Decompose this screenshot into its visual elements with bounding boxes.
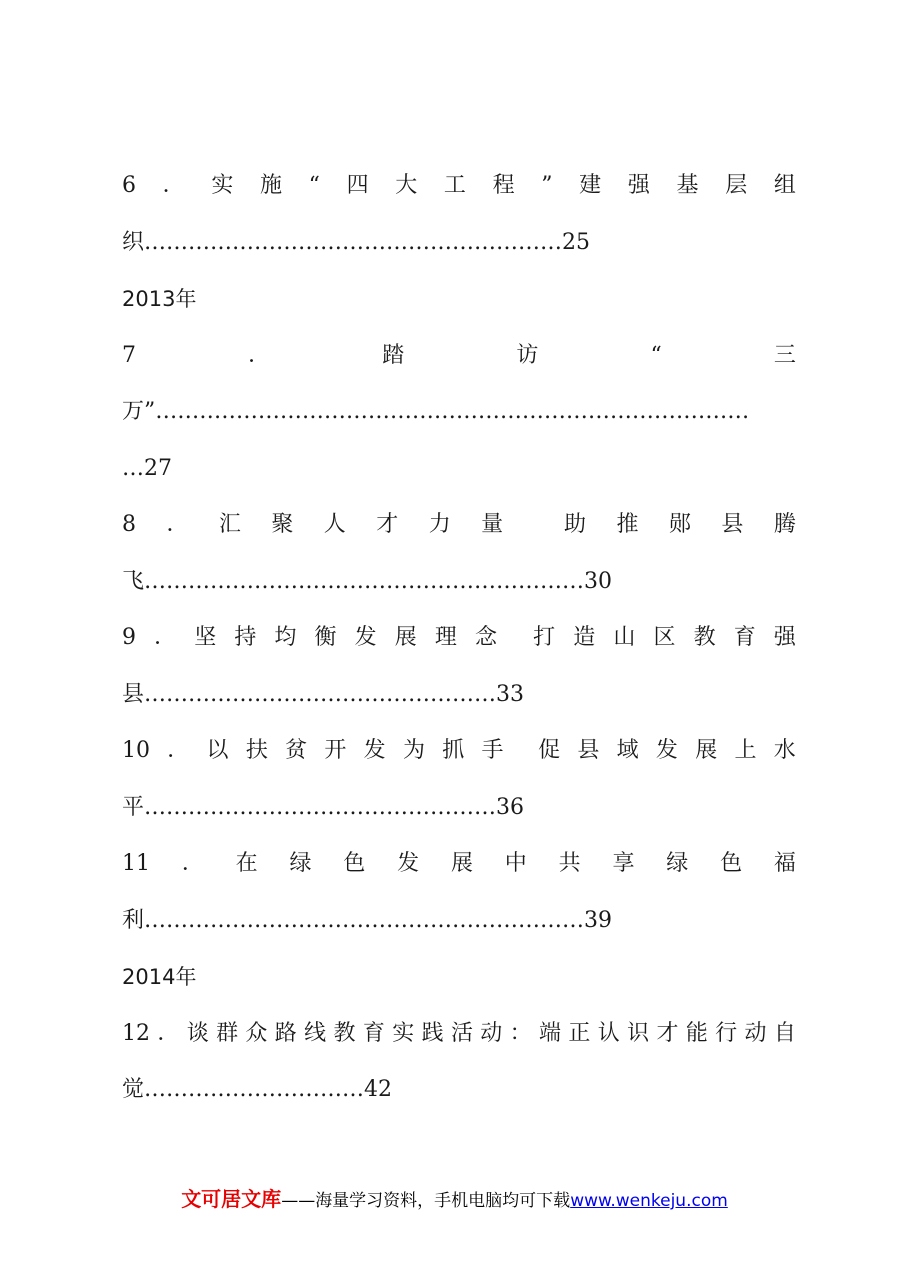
table-of-contents xyxy=(122,168,796,1129)
toc-year-heading: 2014年 xyxy=(122,965,197,989)
toc-entry-title[interactable] xyxy=(122,338,796,395)
toc-title-char: 发 xyxy=(363,738,386,763)
toc-title-char: 色 xyxy=(720,851,743,876)
toc-title-char: ． xyxy=(181,851,204,876)
toc-entry-title[interactable] xyxy=(122,1016,796,1073)
toc-title-char: 12 xyxy=(122,1020,150,1046)
toc-dot-leader: ………………………………………… xyxy=(144,794,497,820)
toc-title-end: 织 xyxy=(122,229,145,255)
toc-entry-continuation[interactable] xyxy=(122,394,796,451)
toc-title-char: 山 xyxy=(613,625,636,650)
toc-title-char: 理 xyxy=(434,625,457,650)
toc-title-char: 为 xyxy=(402,738,425,763)
toc-title-char: 谈 xyxy=(186,1020,209,1046)
toc-title-char: 群 xyxy=(216,1020,239,1046)
toc-title-char: 衡 xyxy=(314,625,337,650)
toc-title-char: 施 xyxy=(260,173,283,198)
toc-title-char: 共 xyxy=(558,851,581,876)
toc-title-char: 聚 xyxy=(271,512,294,537)
toc-title-char: 才 xyxy=(376,512,399,537)
toc-entry-continuation[interactable] xyxy=(122,225,796,282)
toc-title-char: 腾 xyxy=(773,512,796,537)
toc-title-char: 发 xyxy=(354,625,377,650)
toc-entry-title[interactable] xyxy=(122,846,796,903)
toc-title-char: 认 xyxy=(597,1020,620,1046)
toc-title-char: 打 xyxy=(533,625,556,650)
toc-title-char: 贫 xyxy=(285,738,308,763)
toc-title-char: 持 xyxy=(234,625,257,650)
toc-title-char: 踏 xyxy=(382,342,405,368)
toc-title-char: 动 xyxy=(480,1020,503,1046)
toc-title-char: 众 xyxy=(245,1020,268,1046)
toc-page-number: 27 xyxy=(144,455,172,481)
footer-slogan: ——海量学习资料，手机电脑均可下载 xyxy=(281,1191,571,1211)
toc-title-char: 教 xyxy=(333,1020,356,1046)
toc-title-char: 育 xyxy=(733,625,756,650)
toc-title-char: 促 xyxy=(538,738,561,763)
toc-entry-continuation[interactable] xyxy=(122,903,796,960)
toc-entry-continuation[interactable] xyxy=(122,564,796,621)
toc-title-end: 县 xyxy=(122,681,145,707)
toc-title-char: 建 xyxy=(579,173,602,198)
toc-title-char: 访 xyxy=(516,342,539,368)
toc-title-char: 才 xyxy=(656,1020,679,1046)
footer xyxy=(0,1183,909,1212)
toc-dot-leader: …………………………………………………… xyxy=(144,568,585,594)
toc-title-char: 享 xyxy=(612,851,635,876)
footer-site-link[interactable]: www.wenkeju.com xyxy=(570,1191,728,1211)
toc-title-char: 发 xyxy=(397,851,420,876)
toc-title-char: 动 xyxy=(744,1020,767,1046)
toc-title-char: 正 xyxy=(568,1020,591,1046)
toc-title-char: ” xyxy=(541,173,553,198)
toc-title-char: 实 xyxy=(211,173,234,198)
toc-title-char: 10 xyxy=(122,738,150,763)
toc-title-char: 绿 xyxy=(666,851,689,876)
toc-title-char: “ xyxy=(308,173,320,198)
toc-title-char: 能 xyxy=(685,1020,708,1046)
toc-entry-continuation[interactable] xyxy=(122,790,796,847)
toc-title-char: 县 xyxy=(721,512,744,537)
toc-title-end: 平 xyxy=(122,794,145,820)
toc-title-char: “ xyxy=(650,342,662,368)
toc-title-char: 开 xyxy=(324,738,347,763)
toc-title-char: 程 xyxy=(492,173,515,198)
toc-entry-title[interactable] xyxy=(122,507,796,564)
toc-title-char: 造 xyxy=(573,625,596,650)
toc-title-char: 郧 xyxy=(668,512,691,537)
toc-title-char: 量 xyxy=(481,512,504,537)
toc-dot-leader: ………………………………………… xyxy=(144,681,497,707)
toc-page-number: 25 xyxy=(562,229,591,255)
toc-title-char: 绿 xyxy=(289,851,312,876)
toc-title-char: 发 xyxy=(655,738,678,763)
toc-title-char: 活 xyxy=(450,1020,473,1046)
toc-title-char: ． xyxy=(157,1020,180,1046)
toc-title-char: ． xyxy=(248,342,271,368)
toc-title-char: ． xyxy=(154,625,177,650)
toc-title-char: 强 xyxy=(773,625,796,650)
toc-title-char: 展 xyxy=(394,625,417,650)
toc-title-char: 区 xyxy=(653,625,676,650)
toc-title-char: 践 xyxy=(421,1020,444,1046)
toc-title-char: 中 xyxy=(504,851,527,876)
toc-title-char: 育 xyxy=(362,1020,385,1046)
toc-title-char: 三 xyxy=(773,342,796,368)
toc-title-char: 域 xyxy=(616,738,639,763)
toc-title-char: 工 xyxy=(443,173,466,198)
toc-title-char: 力 xyxy=(428,512,451,537)
toc-title-char: 教 xyxy=(693,625,716,650)
toc-title-char: 识 xyxy=(627,1020,650,1046)
toc-title-char: 大 xyxy=(395,173,418,198)
toc-entry-wrap[interactable] xyxy=(122,451,796,508)
toc-title-char: 层 xyxy=(725,173,748,198)
footer-brand: 文可居文库 xyxy=(181,1187,282,1211)
toc-title-end: 万” xyxy=(122,399,156,424)
toc-title-char: 坚 xyxy=(194,625,217,650)
toc-title-char: 端 xyxy=(539,1020,562,1046)
toc-entry-title[interactable] xyxy=(122,168,796,225)
toc-title-char: 基 xyxy=(676,173,699,198)
toc-title-char: 8 xyxy=(122,512,136,537)
toc-title-char: 9 xyxy=(122,625,136,650)
toc-entry-title[interactable] xyxy=(122,733,796,790)
toc-dot-leader: ………………………………………………… xyxy=(144,229,563,255)
toc-title-end: 利 xyxy=(122,907,145,933)
toc-title-char: 念 xyxy=(474,625,497,650)
toc-entry-continuation[interactable] xyxy=(122,677,796,734)
toc-dot-leader: ………………………… xyxy=(144,1077,365,1102)
toc-page-number: 33 xyxy=(496,681,525,707)
toc-year-heading: 2013年 xyxy=(122,287,197,311)
toc-dot-leader: … xyxy=(122,455,144,481)
toc-dot-leader: ……………………………………………………………………… xyxy=(155,399,750,424)
toc-title-char: 组 xyxy=(773,173,796,198)
toc-title-char: ． xyxy=(162,173,185,198)
toc-title-char: 人 xyxy=(323,512,346,537)
toc-title-char: 展 xyxy=(695,738,718,763)
toc-title-char: 在 xyxy=(235,851,258,876)
toc-page-number: 39 xyxy=(584,907,613,933)
toc-title-char: 推 xyxy=(616,512,639,537)
toc-title-char: 6 xyxy=(122,173,136,198)
toc-title-char: ． xyxy=(166,512,189,537)
toc-title-char: ． xyxy=(167,738,190,763)
toc-title-char: 7 xyxy=(122,342,136,368)
toc-title-char: 福 xyxy=(773,851,796,876)
toc-title-char: 路 xyxy=(274,1020,297,1046)
toc-title-end: 觉 xyxy=(122,1077,145,1102)
toc-title-char: 行 xyxy=(715,1020,738,1046)
toc-title-char: 自 xyxy=(773,1020,796,1046)
toc-page-number: 42 xyxy=(364,1077,393,1102)
toc-entry-continuation[interactable] xyxy=(122,1072,796,1129)
toc-title-char: 以 xyxy=(206,738,229,763)
toc-title-char: 上 xyxy=(734,738,757,763)
toc-page-number: 36 xyxy=(496,794,525,820)
toc-title-char: 县 xyxy=(577,738,600,763)
toc-page-number: 30 xyxy=(584,568,613,594)
toc-title-char: 展 xyxy=(450,851,473,876)
toc-entry-title[interactable] xyxy=(122,620,796,677)
toc-title-char: 手 xyxy=(481,738,504,763)
toc-title-char: ： xyxy=(509,1020,532,1046)
toc-title-char: 汇 xyxy=(218,512,241,537)
toc-dot-leader: …………………………………………………… xyxy=(144,907,585,933)
toc-title-end: 飞 xyxy=(122,568,145,594)
toc-title-char: 色 xyxy=(343,851,366,876)
toc-title-char: 四 xyxy=(346,173,369,198)
toc-title-char: 抓 xyxy=(442,738,465,763)
toc-title-char: 强 xyxy=(627,173,650,198)
toc-title-char: 扶 xyxy=(245,738,268,763)
toc-title-char: 助 xyxy=(564,512,587,537)
toc-title-char: 11 xyxy=(122,851,150,876)
toc-title-char: 实 xyxy=(392,1020,415,1046)
toc-title-char: 线 xyxy=(304,1020,327,1046)
toc-title-char: 均 xyxy=(274,625,297,650)
toc-title-char: 水 xyxy=(773,738,796,763)
